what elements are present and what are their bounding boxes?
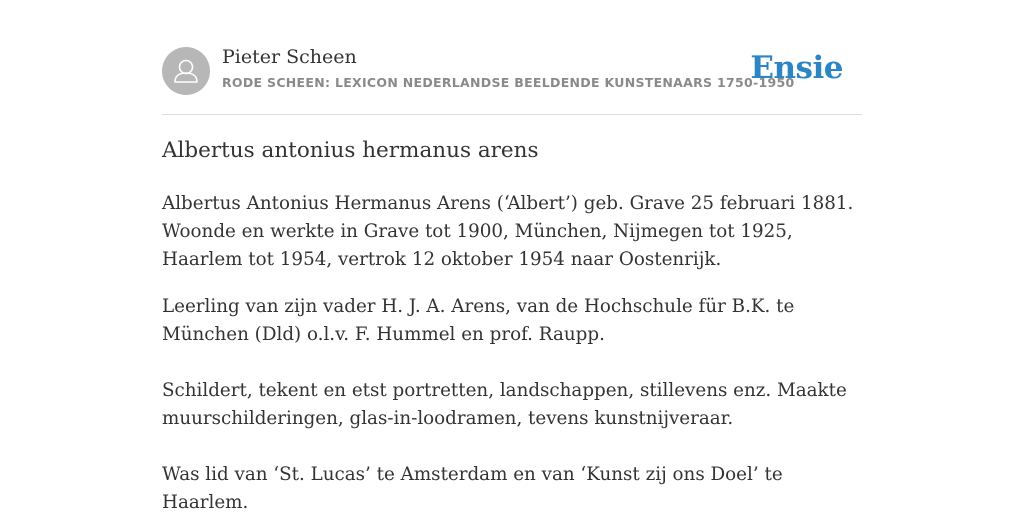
article-body — [162, 190, 862, 512]
paragraph-work: Schildert, tekent en etst portretten, landschappen, stillevens enz. Maakte muurschilderingen, glas-in-loodramen, tevens kunstnijveraar. — [162, 380, 847, 429]
paragraph-membership: Was lid van ‘St. Lucas’ te Amsterdam en van ‘Kunst zij ons Doel’ te Haarlem. — [162, 464, 783, 512]
user-icon — [162, 47, 210, 95]
author-avatar[interactable] — [162, 47, 210, 95]
source-title[interactable]: RODE SCHEEN: LEXICON NEDERLANDSE BEELDENDE KUNSTENAARS 1750-1950 — [222, 75, 795, 90]
paragraph-biography: Albertus Antonius Hermanus Arens (‘Albert’) geb. Grave 25 februari 1881. Woonde en werkte in Grave tot 1900, München, Nijmegen tot 1925, Haarlem tot 1954, vertrok 12 oktober 1954 naar Oostenrijk. — [162, 193, 854, 270]
article-title: Albertus antonius hermanus arens — [162, 138, 539, 163]
paragraph-education: Leerling van zijn vader H. J. A. Arens, van de Hochschule für B.K. te München (Dld) o.l.v. F. Hummel en prof. Raupp. — [162, 296, 795, 345]
author-name[interactable]: Pieter Scheen — [222, 46, 357, 68]
article-header — [162, 46, 862, 115]
ensie-logo[interactable]: Ensie — [750, 50, 843, 86]
